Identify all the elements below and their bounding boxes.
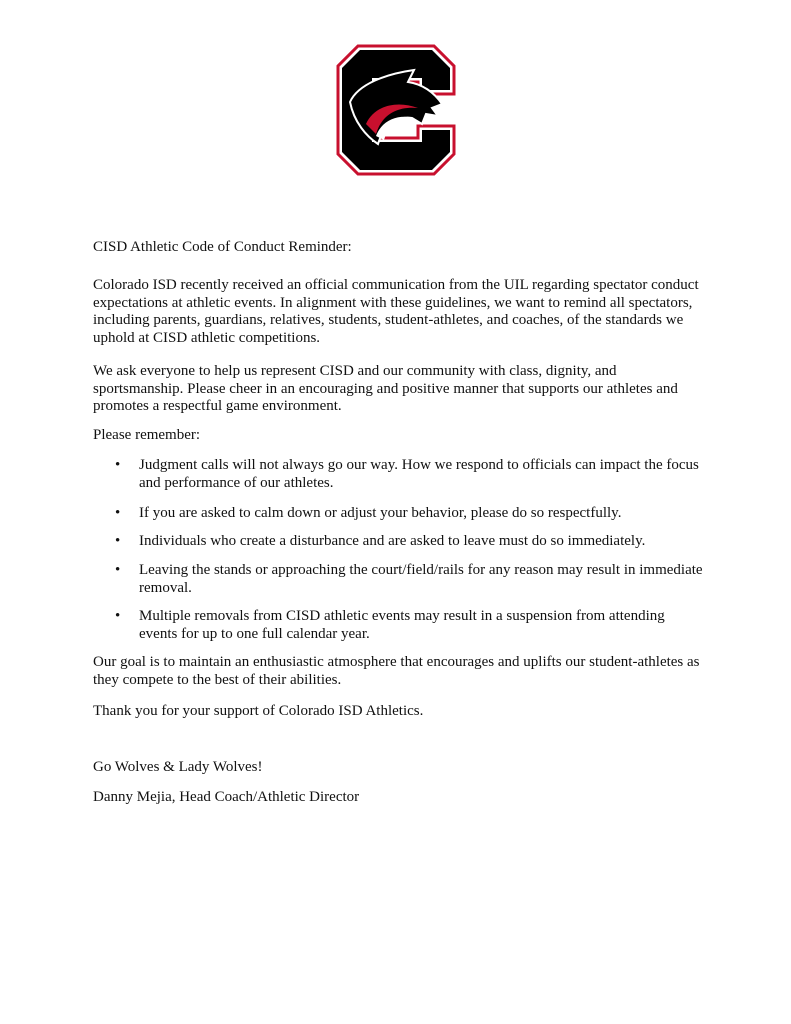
list-item <box>93 457 705 492</box>
list-item-text: Multiple removals from CISD athletic events may result in a suspension from attending events for up to one full calendar year. <box>139 608 665 642</box>
please-remember-label: Please remember: <box>93 427 201 443</box>
list-item-text: If you are asked to calm down or adjust your behavior, please do so respectfully. <box>139 505 622 521</box>
bullet-icon: • <box>115 562 121 578</box>
bullet-icon: • <box>115 457 121 473</box>
intro-paragraph: Colorado ISD recently received an official communication from the UIL regarding spectator conduct expectations at athletic events. In alignment with these guidelines, we want to remind all spectators, including parents, guardians, relatives, students, student-athletes, and coaches, of the standards we uphold at CISD athletic competitions. <box>93 277 699 346</box>
bullet-icon: • <box>115 505 121 521</box>
bullet-icon: • <box>115 608 121 624</box>
list-item-text: Judgment calls will not always go our way. How we respond to officials can impact the focus and performance of our athletes. <box>139 457 699 491</box>
signature: Danny Mejia, Head Coach/Athletic Director <box>93 789 360 805</box>
bullet-icon: • <box>115 533 121 549</box>
list-item <box>93 505 705 523</box>
list-item <box>93 608 705 643</box>
request-paragraph: We ask everyone to help us represent CISD and our community with class, dignity, and sportsmanship. Please cheer in an encouraging and positive manner that supports our athletes and promotes a respectful game environment. <box>93 363 678 414</box>
list-item-text: Leaving the stands or approaching the court/field/rails for any reason may result in immediate removal. <box>139 562 703 596</box>
list-item <box>93 562 705 597</box>
list-item <box>93 533 705 551</box>
thanks-paragraph: Thank you for your support of Colorado ISD Athletics. <box>93 703 424 719</box>
signoff: Go Wolves & Lady Wolves! <box>93 759 263 775</box>
school-logo <box>336 44 456 176</box>
goal-paragraph: Our goal is to maintain an enthusiastic atmosphere that encourages and uplifts our student-athletes as they compete to the best of their abilities. <box>93 654 700 688</box>
list-item-text: Individuals who create a disturbance and are asked to leave must do so immediately. <box>139 533 646 549</box>
document-title: CISD Athletic Code of Conduct Reminder: <box>93 239 352 255</box>
